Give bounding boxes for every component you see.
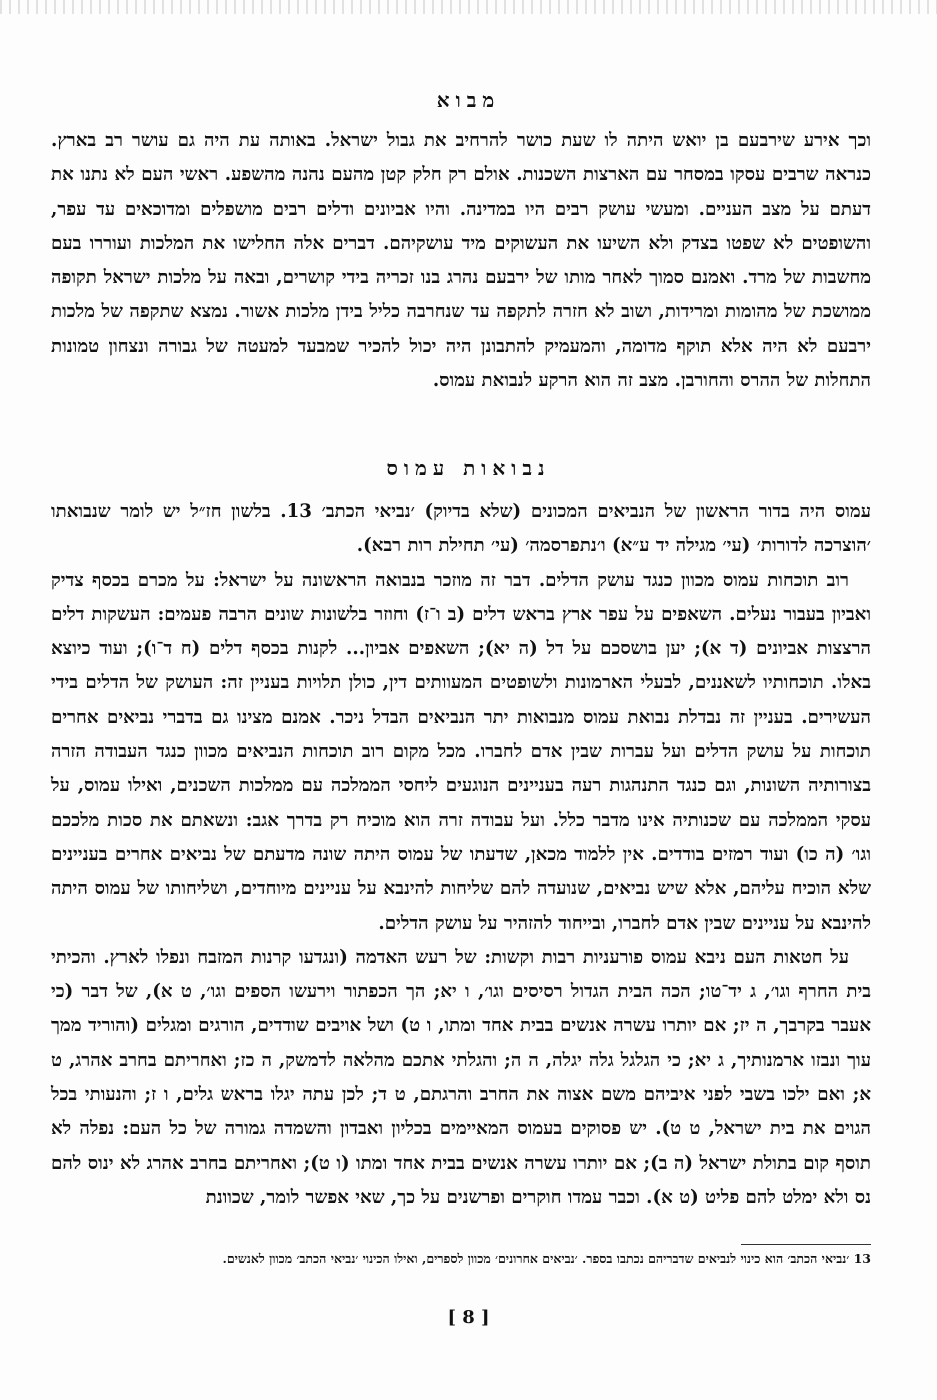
intro-paragraph: וכך אירע שירבעם בן יואש היתה לו שעת כושר להרחיב את גבול ישראל. באותה עת היה גם עושר רב בארץ. כנראה שרבים עסקו במסחר עם הארצות השכנות. אולם רק חלק קטן מהעם נהנה מהשפע. ראשי העם לא נתנו את דעתם על מצב העניים. ומעשי עושק רבים היו במדינה. והיו אביונים ודלים רבים מושפלים ומדוכאים עד עפר, והשופטים לא שפטו בצדק ולא השיעו את העשוקים מיד עושקיהם. דברים אלה החלישו את המלכות ועוררו בעם מחשבות של מרד. ואמנם סמוך לאחר מותו של ירבעם נהרג בנו זכריה בידי קושרים, ובאה על מלכות ישראל תקופה ממושכת של מהומות ומרידות, ושוב לא חזרה לתקפה עד שנחרבה כליל בידן מלכות אשור. נמצא שתקפה של מלכות ירבעם לא היה אלא תוקף מדומה, והמעמיק להתבונן היה יכול להכיר שמבעד למעטה של גבורה ונצחון טמונות התחלות של ההרס והחורבן. מצב זה הוא הרקע לנבואת עמוס.	[51, 130, 871, 392]
amos-text-block	[51, 495, 871, 1215]
amos-paragraph-3: על חטאות העם ניבא עמוס פורעניות רבות וקשות: של רעש האדמה (ונגדעו קרנות המזבח ונפלו לארץ. והכיתי בית החרף וגו׳, ג יד־טו; הכה הבית הגדול רסיסים וגו׳, ו יא; הך הכפתור וירעשו הספים וגו׳, ט א), של דבר (כי אעבר בקרבך, ה יז; אם יותרו עשרה אנשים בבית אחד ומתו, ו ט) ושל אויבים שודדים, הורגים ומגלים (והוריד ממך עוך ונבזו ארמנותיך, ג יא; כי הגלגל גלה יגלה, ה ה; והגלתי אתכם מהלאה לדמשק, ה כז; ואחריתם בחרב אהרג, ט א; ואם ילכו בשבי לפני איביהם משם אצוה את החרב והרגתם, ט ד; לכן עתה יגלו בראש גלים, ו ז; והנעותי בכל הגוים את בית ישראל, ט ט). יש פסוקים בעמוס המאיימים בכליון ואבדון והשמדה גמורה של כל העם: נפלה לא תוסף קום בתולת ישראל (ה ב); אם יותרו עשרה אנשים בבית אחד ומתו (ו ט); ואחריתם בחרב אהרג לא ינוס להם נס ולא ימלט להם פליט (ט א). וכבר עמדו חוקרים ופרשנים על כך, שאי אפשר לומר, שכוונת	[51, 946, 871, 1208]
section-title-amos: נבואות עמוס	[386, 456, 551, 480]
scan-top-edge	[0, 0, 937, 14]
amos-paragraph-1: עמוס היה בדור הראשון של הנביאים המכונים (שלא בדיוק) ׳נביאי הכתב׳ 13. בלשון חז״ל יש לומר שנבואתו ׳הוצרכה לדורות׳ (עי׳ מגילה יד ע״א) ו׳נתפרסמה׳ (עי׳ תחילת רות רבא).	[51, 501, 872, 557]
section-title-intro: מבוא	[436, 88, 501, 112]
footnote-divider	[741, 1244, 871, 1245]
page-number: [ 8 ]	[447, 1307, 490, 1328]
intro-text-block	[51, 124, 871, 398]
amos-paragraph-2: רוב תוכחות עמוס מכוון כנגד עושק הדלים. דבר זה מוזכר בנבואה הראשונה על ישראל: על מכרם בכסף צדיק ואביון בעבור נעלים. השאפים על עפר ארץ בראש דלים (ב ו־ז) וחוזר בלשונות שונים הרבה פעמים: העשקות דלים הרצצות אביונים (ד א); יען בושסכם על דל (ה יא); השאפים אביון... לקנות בכסף דלים (ח ד־ו); ועוד כיוצא באלו. תוכחותיו לשאננים, לבעלי הארמונות ולשופטים המעוותים דין, כולן תלויות בעניין זה: העושק של הדלים בידי העשירים. בעניין זה נבדלת נבואת עמוס מנבואות יתר הנביאים הבדל ניכר. אמנם מצינו גם בדברי נביאים אחרים תוכחות על עושק הדלים ועל עברות שבין אדם לחברו. מכל מקום רוב תוכחות הנביאים מכוון כנגד העבודה הזרה בצורותיה השונות, וגם כנגד התנהגות רעה בעניינים הנוגעים ליחסי הממלכה עם ממלכות השכנים, ואילו עמוס, על עסקי הממלכה עם שכנותיה אינו מדבר כלל. ועל עבודה זרה הוא מוכיח רק בדרך אגב: ונשאתם את סכות מלככם וגו׳ (ה כו) ועוד רמזים בודדים. אין ללמוד מכאן, שדעתו של עמוס היתה שונה מדעתם של נביאים אחרים בעניינים שלא הוכיח עליהם, אלא שיש נביאים, שנועדה להם שליחות להינבא על עניינים מיוחדים, ושליחותו של עמוס היתה להינבא על עניינים שבין אדם לחברו, ובייחוד להזהיר על עושק הדלים.	[51, 569, 871, 934]
footnote-13: 13 ׳נביאי הכתב׳ הוא כינוי לנביאים שדבריהם נכתבו בספר. ׳נביאים אחרונים׳ מכוון לספרים, ואילו הכינוי ׳נביאי הכתב׳ מכוון לאנשים.	[222, 1251, 871, 1266]
